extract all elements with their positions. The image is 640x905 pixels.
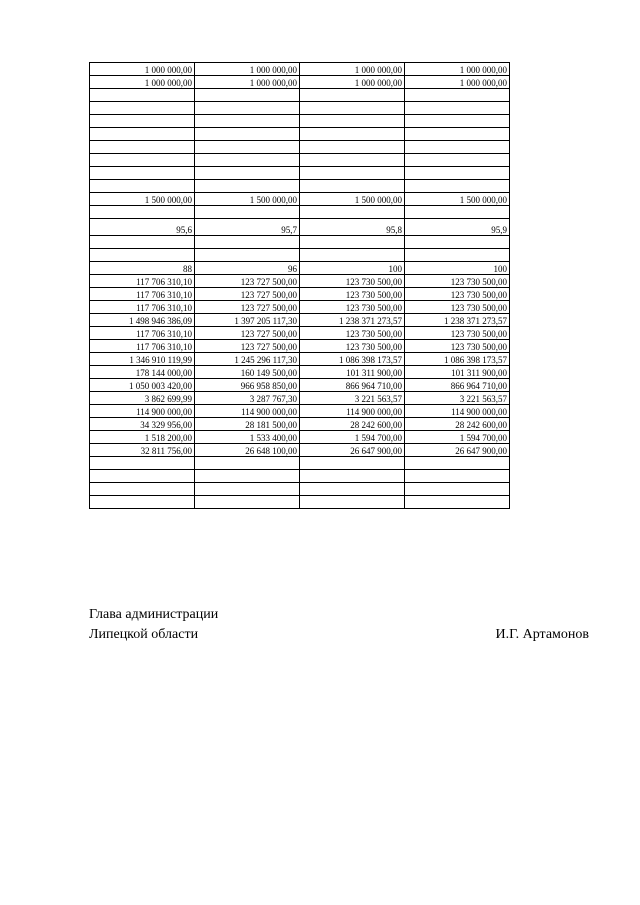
table-cell: 1 594 700,00 bbox=[300, 431, 405, 444]
table-cell: 32 811 756,00 bbox=[90, 444, 195, 457]
table-cell bbox=[300, 483, 405, 496]
table-cell bbox=[405, 249, 510, 262]
table-cell: 3 862 699,99 bbox=[90, 392, 195, 405]
table-cell: 34 329 956,00 bbox=[90, 418, 195, 431]
table-cell bbox=[300, 496, 405, 509]
table-cell: 1 500 000,00 bbox=[405, 193, 510, 206]
table-cell bbox=[405, 457, 510, 470]
table-row bbox=[90, 206, 510, 219]
signature-line2 bbox=[89, 625, 589, 645]
table-cell bbox=[405, 154, 510, 167]
table-cell bbox=[300, 249, 405, 262]
table-cell bbox=[195, 141, 300, 154]
table-cell bbox=[405, 496, 510, 509]
table-cell bbox=[90, 180, 195, 193]
table-cell: 1 000 000,00 bbox=[300, 76, 405, 89]
table-cell bbox=[195, 496, 300, 509]
table-cell: 117 706 310,10 bbox=[90, 327, 195, 340]
table-cell: 1 500 000,00 bbox=[195, 193, 300, 206]
table-cell bbox=[195, 249, 300, 262]
table-cell: 3 221 563,57 bbox=[405, 392, 510, 405]
table-row bbox=[90, 483, 510, 496]
table-row bbox=[90, 167, 510, 180]
table-cell: 3 287 767,30 bbox=[195, 392, 300, 405]
table-row bbox=[90, 193, 510, 206]
table-cell bbox=[195, 483, 300, 496]
table-cell: 123 727 500,00 bbox=[195, 340, 300, 353]
table-cell bbox=[300, 128, 405, 141]
table-row bbox=[90, 353, 510, 366]
table-cell: 123 727 500,00 bbox=[195, 327, 300, 340]
table-cell: 26 647 900,00 bbox=[300, 444, 405, 457]
table-row bbox=[90, 115, 510, 128]
table-cell bbox=[405, 180, 510, 193]
table-row bbox=[90, 327, 510, 340]
table-row bbox=[90, 496, 510, 509]
table-cell: 3 221 563,57 bbox=[300, 392, 405, 405]
table-cell bbox=[90, 496, 195, 509]
table-row bbox=[90, 219, 510, 236]
table-row bbox=[90, 405, 510, 418]
table-cell bbox=[195, 115, 300, 128]
table-row bbox=[90, 128, 510, 141]
table-cell: 101 311 900,00 bbox=[405, 366, 510, 379]
table-cell bbox=[195, 89, 300, 102]
table-cell: 28 181 500,00 bbox=[195, 418, 300, 431]
table-cell: 1 000 000,00 bbox=[195, 63, 300, 76]
table-cell: 178 144 000,00 bbox=[90, 366, 195, 379]
table-cell: 96 bbox=[195, 262, 300, 275]
table-cell: 123 730 500,00 bbox=[405, 288, 510, 301]
table-cell bbox=[405, 102, 510, 115]
table-cell: 160 149 500,00 bbox=[195, 366, 300, 379]
table-row bbox=[90, 314, 510, 327]
table-row bbox=[90, 457, 510, 470]
table-cell bbox=[90, 128, 195, 141]
table-row bbox=[90, 180, 510, 193]
table-row bbox=[90, 76, 510, 89]
table-row bbox=[90, 288, 510, 301]
table-cell bbox=[195, 154, 300, 167]
table-cell bbox=[300, 167, 405, 180]
table-cell: 1 000 000,00 bbox=[195, 76, 300, 89]
table-cell bbox=[300, 102, 405, 115]
table-cell bbox=[405, 128, 510, 141]
table-cell bbox=[90, 249, 195, 262]
table-cell: 1 000 000,00 bbox=[90, 63, 195, 76]
table-cell: 123 727 500,00 bbox=[195, 288, 300, 301]
table-cell: 1 533 400,00 bbox=[195, 431, 300, 444]
table-cell: 100 bbox=[300, 262, 405, 275]
table-cell: 123 730 500,00 bbox=[405, 327, 510, 340]
table-cell bbox=[90, 470, 195, 483]
table-cell: 1 000 000,00 bbox=[405, 63, 510, 76]
table-cell bbox=[300, 154, 405, 167]
table-row bbox=[90, 102, 510, 115]
table-cell bbox=[90, 154, 195, 167]
table-cell: 1 397 205 117,30 bbox=[195, 314, 300, 327]
table-cell: 117 706 310,10 bbox=[90, 288, 195, 301]
table-cell bbox=[300, 141, 405, 154]
table-row bbox=[90, 340, 510, 353]
table-row bbox=[90, 262, 510, 275]
table-cell bbox=[405, 167, 510, 180]
table-row bbox=[90, 301, 510, 314]
table-cell: 95,6 bbox=[90, 219, 195, 236]
table-cell bbox=[300, 457, 405, 470]
table-cell bbox=[195, 457, 300, 470]
table-row bbox=[90, 431, 510, 444]
table-body bbox=[90, 63, 510, 509]
table-cell: 1 086 398 173,57 bbox=[405, 353, 510, 366]
table-cell: 1 500 000,00 bbox=[300, 193, 405, 206]
table-cell bbox=[195, 470, 300, 483]
table-cell bbox=[90, 483, 195, 496]
table-row bbox=[90, 141, 510, 154]
table-row bbox=[90, 366, 510, 379]
table-cell: 117 706 310,10 bbox=[90, 301, 195, 314]
table-cell: 123 730 500,00 bbox=[300, 288, 405, 301]
table-row bbox=[90, 275, 510, 288]
table-cell bbox=[195, 236, 300, 249]
table-cell bbox=[405, 483, 510, 496]
table-cell: 88 bbox=[90, 262, 195, 275]
table-cell: 123 730 500,00 bbox=[405, 275, 510, 288]
table-cell: 1 086 398 173,57 bbox=[300, 353, 405, 366]
table-cell bbox=[300, 180, 405, 193]
table-cell: 1 500 000,00 bbox=[90, 193, 195, 206]
table-cell bbox=[405, 470, 510, 483]
table-cell: 1 346 910 119,99 bbox=[90, 353, 195, 366]
table-cell bbox=[90, 206, 195, 219]
table-row bbox=[90, 392, 510, 405]
table-cell: 123 730 500,00 bbox=[300, 275, 405, 288]
signature-position-line1: Глава администрации bbox=[89, 607, 219, 622]
table-cell: 1 498 946 386,09 bbox=[90, 314, 195, 327]
table-cell: 123 730 500,00 bbox=[300, 340, 405, 353]
table-row bbox=[90, 154, 510, 167]
table-cell: 117 706 310,10 bbox=[90, 275, 195, 288]
table-cell bbox=[195, 180, 300, 193]
table-cell: 866 964 710,00 bbox=[405, 379, 510, 392]
table-cell: 95,8 bbox=[300, 219, 405, 236]
table-cell: 100 bbox=[405, 262, 510, 275]
table-cell bbox=[90, 236, 195, 249]
table-cell: 101 311 900,00 bbox=[300, 366, 405, 379]
table-cell: 117 706 310,10 bbox=[90, 340, 195, 353]
table-row bbox=[90, 470, 510, 483]
table-cell bbox=[90, 102, 195, 115]
table-cell: 1 000 000,00 bbox=[300, 63, 405, 76]
table-cell bbox=[90, 457, 195, 470]
table-cell bbox=[405, 236, 510, 249]
table-row bbox=[90, 236, 510, 249]
table-row bbox=[90, 89, 510, 102]
table-cell: 123 730 500,00 bbox=[300, 327, 405, 340]
table-cell bbox=[90, 167, 195, 180]
table-cell: 114 900 000,00 bbox=[90, 405, 195, 418]
table-cell: 866 964 710,00 bbox=[300, 379, 405, 392]
table-cell: 26 647 900,00 bbox=[405, 444, 510, 457]
table-cell: 1 238 371 273,57 bbox=[300, 314, 405, 327]
table-cell: 1 245 296 117,30 bbox=[195, 353, 300, 366]
table-cell bbox=[300, 236, 405, 249]
table-cell: 95,9 bbox=[405, 219, 510, 236]
table-cell: 1 000 000,00 bbox=[405, 76, 510, 89]
signatory-name: И.Г. Артамонов bbox=[495, 627, 589, 642]
table-cell: 114 900 000,00 bbox=[300, 405, 405, 418]
table-cell: 1 050 003 420,00 bbox=[90, 379, 195, 392]
table-cell: 966 958 850,00 bbox=[195, 379, 300, 392]
table-cell: 114 900 000,00 bbox=[195, 405, 300, 418]
table-cell bbox=[90, 141, 195, 154]
table-cell: 123 730 500,00 bbox=[405, 301, 510, 314]
table-cell: 114 900 000,00 bbox=[405, 405, 510, 418]
signature-position-line2: Липецкой области bbox=[89, 627, 199, 642]
table-cell bbox=[195, 102, 300, 115]
table-cell bbox=[300, 89, 405, 102]
table-cell: 95,7 bbox=[195, 219, 300, 236]
table-row bbox=[90, 379, 510, 392]
table-cell: 1 518 200,00 bbox=[90, 431, 195, 444]
table-cell bbox=[90, 115, 195, 128]
table-cell: 1 594 700,00 bbox=[405, 431, 510, 444]
table-cell bbox=[195, 128, 300, 141]
table-cell: 123 727 500,00 bbox=[195, 301, 300, 314]
signature-block bbox=[89, 605, 589, 645]
table-cell: 123 730 500,00 bbox=[405, 340, 510, 353]
table-cell bbox=[90, 89, 195, 102]
table-cell bbox=[300, 470, 405, 483]
data-table bbox=[89, 62, 510, 509]
data-table-wrapper bbox=[89, 62, 506, 509]
table-cell bbox=[195, 167, 300, 180]
table-cell: 1 000 000,00 bbox=[90, 76, 195, 89]
table-cell bbox=[405, 206, 510, 219]
table-cell: 28 242 600,00 bbox=[405, 418, 510, 431]
table-cell: 123 730 500,00 bbox=[300, 301, 405, 314]
table-row bbox=[90, 63, 510, 76]
table-row bbox=[90, 418, 510, 431]
table-cell bbox=[405, 141, 510, 154]
table-cell: 26 648 100,00 bbox=[195, 444, 300, 457]
table-cell bbox=[300, 115, 405, 128]
table-cell: 28 242 600,00 bbox=[300, 418, 405, 431]
table-cell bbox=[300, 206, 405, 219]
table-cell bbox=[195, 206, 300, 219]
table-cell bbox=[405, 115, 510, 128]
table-cell: 123 727 500,00 bbox=[195, 275, 300, 288]
table-row bbox=[90, 444, 510, 457]
table-cell: 1 238 371 273,57 bbox=[405, 314, 510, 327]
table-row bbox=[90, 249, 510, 262]
table-cell bbox=[405, 89, 510, 102]
